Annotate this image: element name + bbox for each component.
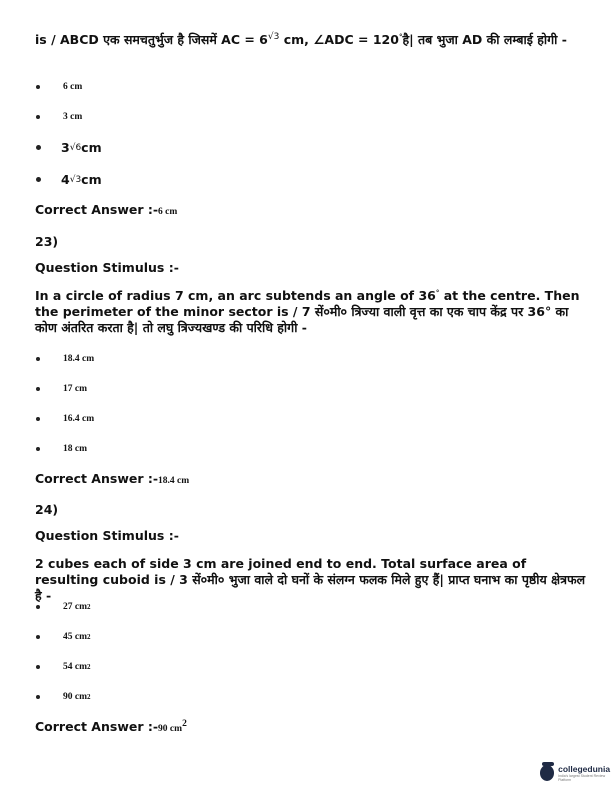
q22-option-1: 6 cm [36, 82, 82, 92]
logo-name: collegedunia [558, 764, 611, 774]
q24-number: 24) [35, 502, 59, 517]
q24-option-4: 90 cm 2 [36, 692, 91, 702]
q23-stimulus-label: Question Stimulus :- [35, 260, 179, 275]
collegedunia-logo [540, 764, 612, 782]
q23-option-2: 17 cm [36, 384, 87, 394]
q24-stimulus-label: Question Stimulus :- [35, 528, 179, 543]
bullet-icon [36, 605, 40, 609]
q24-option-3: 54 cm 2 [36, 662, 91, 672]
logo-tagline: India's largest Student Review Platform [558, 774, 606, 782]
q22-option-2: 3 cm [36, 112, 82, 122]
q23-option-4: 18 cm [36, 444, 87, 454]
q23-question-text: In a circle of radius 7 cm, an arc subtends an angle of 36° at the centre. Then the perimeter of the minor sector is / 7 सें०मी० त्रिज्या वाली वृत्त का एक चाप केंद्र पर 36° का कोण अंतरित करता है| तो लघु त्रिज्यखण्ड की परिधि होगी - [35, 288, 580, 335]
bullet-icon [36, 387, 40, 391]
q23-correct-answer: Correct Answer :-18.4 cm [35, 471, 190, 486]
q22-correct-answer: Correct Answer :-6 cm [35, 202, 178, 217]
bullet-icon [36, 417, 40, 421]
q24-question-text: 2 cubes each of side 3 cm are joined end to end. Total surface area of resulting cuboid is / 3 सें०मी० भुजा वाले दो घनों के संलग्न फलक मिले हुए हैं| प्राप्त घनाभ का पृष्ठीय क्षेत्रफल है - [35, 556, 586, 603]
q23-option-3: 16.4 cm [36, 414, 94, 424]
q24-correct-answer: Correct Answer :-90 $cm^2$ [35, 718, 187, 734]
bullet-icon [36, 85, 40, 89]
bullet-icon [36, 115, 40, 119]
q22-question-text: is / ABCD एक समचतुर्भुज है जिसमें AC = $6^{√3}$ cm, ∠ADC = 120°है| तब भुजा AD की लम्बाई होगी - [35, 31, 567, 47]
q22-option-4: 4 √3 cm [36, 172, 102, 187]
q23-number: 23) [35, 234, 59, 249]
bullet-icon [36, 635, 40, 639]
bullet-icon [36, 357, 40, 361]
q24-option-1: 27 cm 2 [36, 602, 91, 612]
bullet-icon [36, 145, 41, 150]
graduate-icon [540, 765, 554, 781]
bullet-icon [36, 447, 40, 451]
bullet-icon [36, 177, 41, 182]
q24-option-2: 45 cm 2 [36, 632, 91, 642]
bullet-icon [36, 695, 40, 699]
q22-option-3: 3 √6 cm [36, 140, 102, 155]
q23-option-1: 18.4 cm [36, 354, 94, 364]
bullet-icon [36, 665, 40, 669]
